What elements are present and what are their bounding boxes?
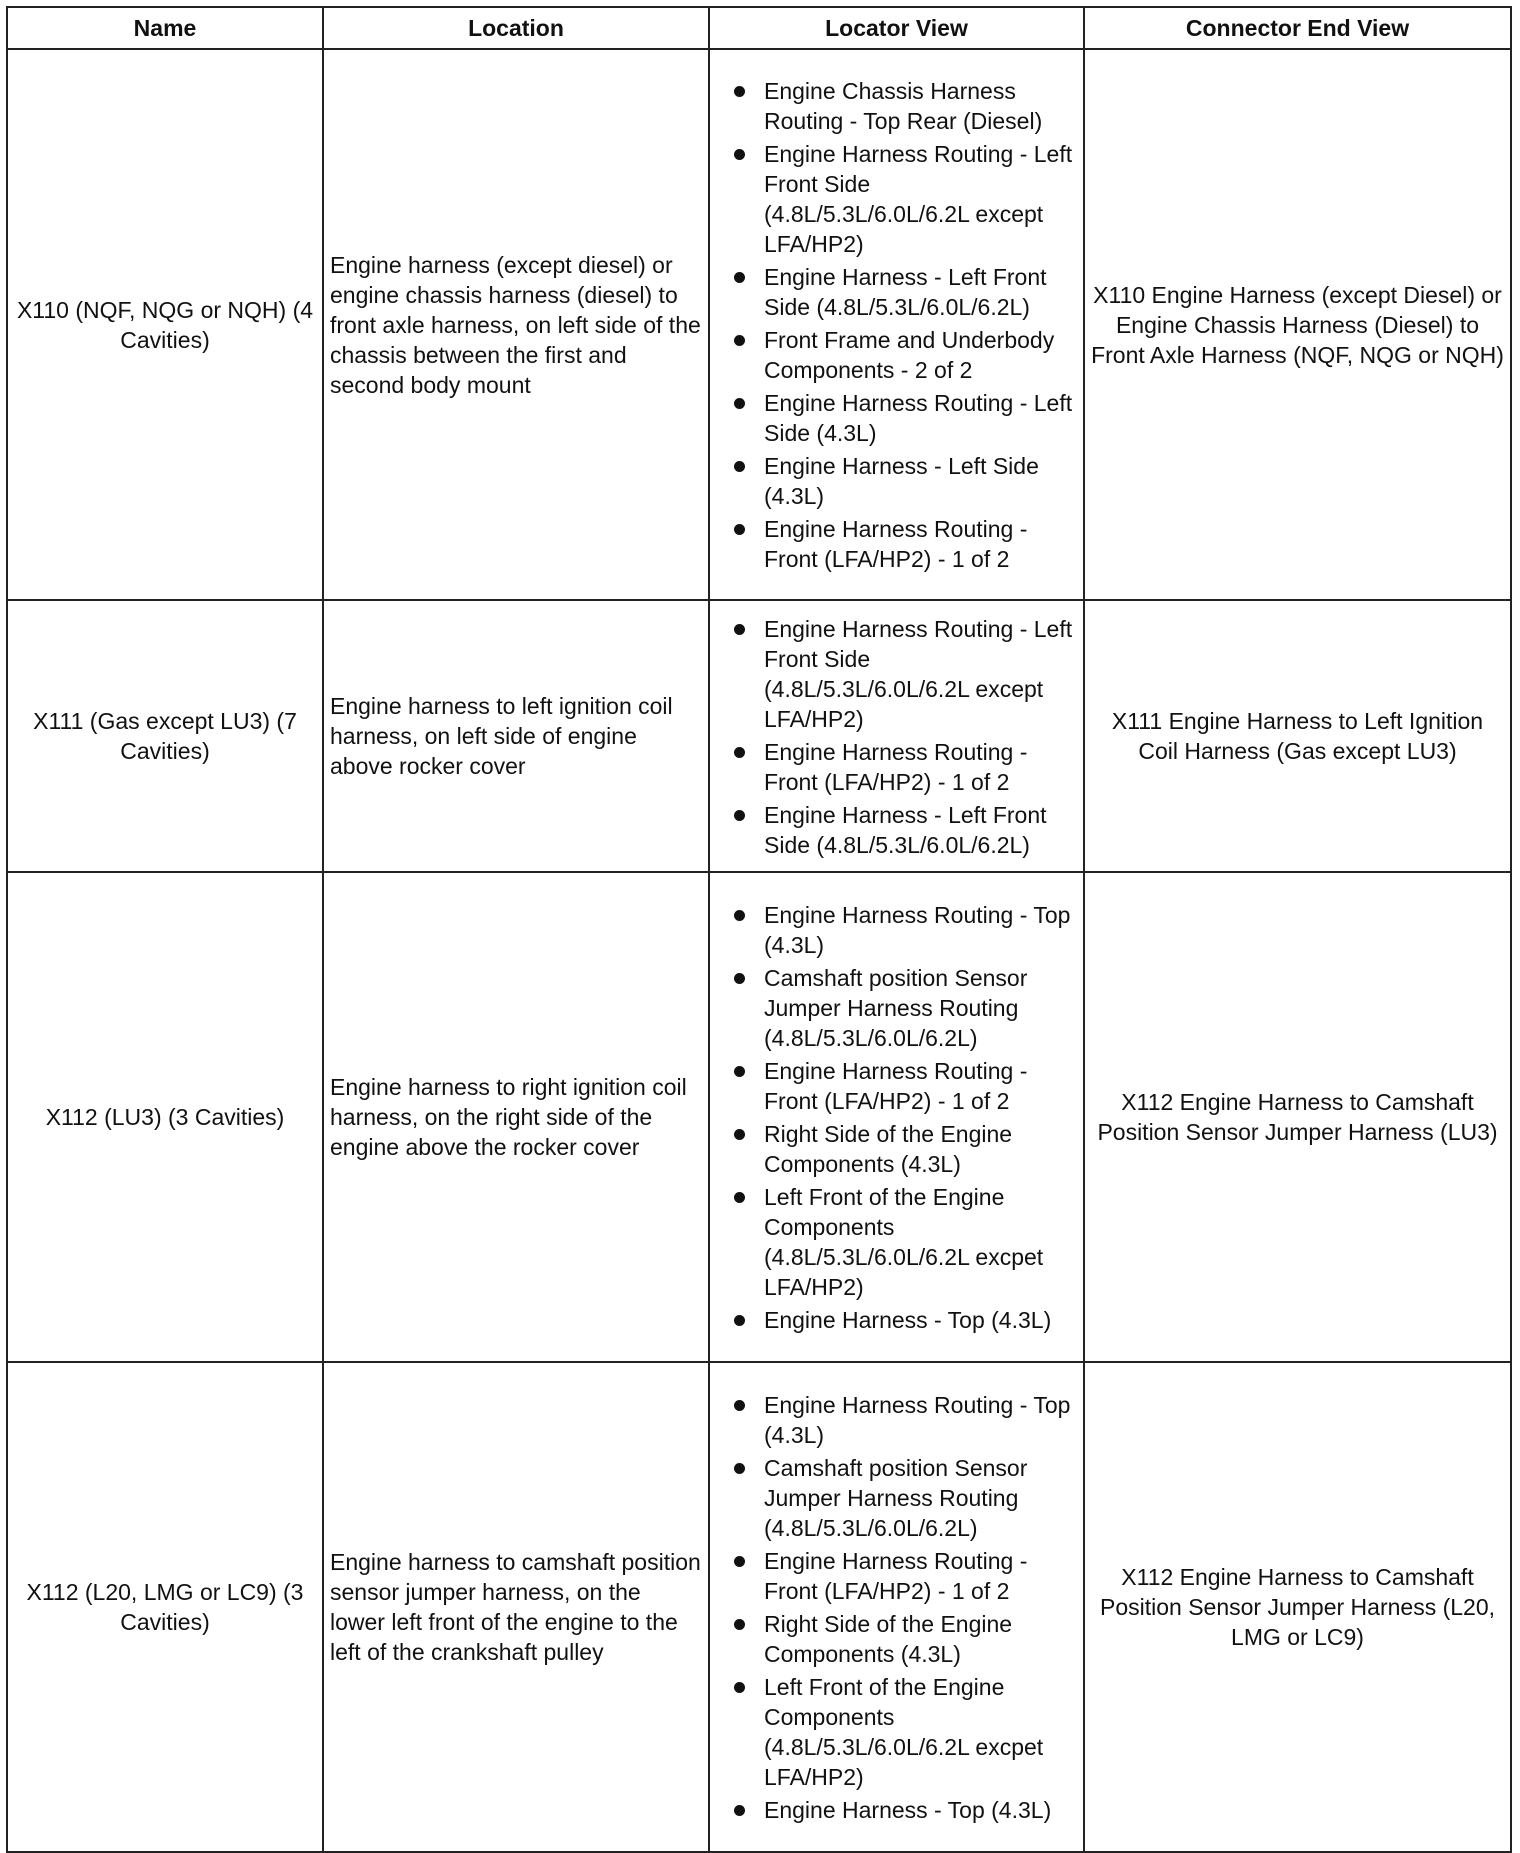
bullet-icon bbox=[734, 524, 745, 535]
locator-view-text: Engine Harness Routing - Left Front Side (4.8L/5.3L/6.0L/6.2L except LFA/HP2) bbox=[764, 615, 1073, 732]
bullet-icon bbox=[734, 86, 745, 97]
locator-view-item[interactable] bbox=[734, 325, 1075, 385]
locator-view-text: Front Frame and Underbody Components - 2 of 2 bbox=[764, 327, 1055, 383]
bullet-icon bbox=[734, 973, 745, 984]
locator-view-cell bbox=[709, 49, 1084, 600]
locator-view-list bbox=[734, 614, 1075, 860]
bullet-icon bbox=[734, 1315, 745, 1326]
header-location: Location bbox=[323, 7, 709, 49]
locator-view-text: Engine Harness - Left Side (4.3L) bbox=[764, 453, 1039, 509]
bullet-icon bbox=[734, 624, 745, 635]
locator-view-text: Camshaft position Sensor Jumper Harness Routing (4.8L/5.3L/6.0L/6.2L) bbox=[764, 965, 1028, 1051]
locator-view-item[interactable] bbox=[734, 963, 1075, 1053]
connector-end-view[interactable]: X111 Engine Harness to Left Ignition Coil Harness (Gas except LU3) bbox=[1084, 600, 1511, 872]
locator-view-item[interactable] bbox=[734, 1119, 1075, 1179]
bullet-icon bbox=[734, 1463, 745, 1474]
bullet-icon bbox=[734, 1556, 745, 1567]
header-connector-end-view: Connector End View bbox=[1084, 7, 1511, 49]
connector-table bbox=[6, 6, 1512, 1853]
locator-view-item[interactable] bbox=[734, 1305, 1075, 1335]
locator-view-item[interactable] bbox=[734, 139, 1075, 259]
bullet-icon bbox=[734, 335, 745, 346]
bullet-icon bbox=[734, 272, 745, 283]
table-row bbox=[7, 49, 1511, 600]
header-row bbox=[7, 7, 1511, 49]
connector-location: Engine harness to camshaft position sensor jumper harness, on the lower left front of the engine to the left of the crankshaft pulley bbox=[323, 1362, 709, 1852]
bullet-icon bbox=[734, 1805, 745, 1816]
locator-view-item[interactable] bbox=[734, 1056, 1075, 1116]
bullet-icon bbox=[734, 1619, 745, 1630]
locator-view-item[interactable] bbox=[734, 800, 1075, 860]
connector-name: X112 (L20, LMG or LC9) (3 Cavities) bbox=[7, 1362, 323, 1852]
locator-view-item[interactable] bbox=[734, 900, 1075, 960]
locator-view-item[interactable] bbox=[734, 1795, 1075, 1825]
locator-view-cell bbox=[709, 872, 1084, 1362]
locator-view-list bbox=[734, 76, 1075, 574]
locator-view-item[interactable] bbox=[734, 451, 1075, 511]
bullet-icon bbox=[734, 1682, 745, 1693]
locator-view-text: Left Front of the Engine Components (4.8L/5.3L/6.0L/6.2L excpet LFA/HP2) bbox=[764, 1184, 1044, 1300]
connector-location: Engine harness (except diesel) or engine chassis harness (diesel) to front axle harness, on left side of the chassis between the first and second body mount bbox=[323, 49, 709, 600]
locator-view-text: Engine Harness Routing - Front (LFA/HP2) - 1 of 2 bbox=[764, 1548, 1028, 1604]
locator-view-item[interactable] bbox=[734, 1672, 1075, 1792]
bullet-icon bbox=[734, 1400, 745, 1411]
locator-view-text: Engine Harness - Left Front Side (4.8L/5.3L/6.0L/6.2L) bbox=[764, 801, 1047, 858]
locator-view-text: Engine Harness Routing - Left Side (4.3L) bbox=[764, 390, 1073, 446]
locator-view-text: Engine Chassis Harness Routing - Top Rear (Diesel) bbox=[764, 78, 1043, 134]
bullet-icon bbox=[734, 461, 745, 472]
locator-view-list bbox=[734, 900, 1075, 1335]
locator-view-item[interactable] bbox=[734, 1182, 1075, 1302]
connector-end-view[interactable]: X112 Engine Harness to Camshaft Position Sensor Jumper Harness (L20, LMG or LC9) bbox=[1084, 1362, 1511, 1852]
locator-view-text: Engine Harness Routing - Top (4.3L) bbox=[764, 902, 1071, 958]
locator-view-text: Engine Harness Routing - Left Front Side (4.8L/5.3L/6.0L/6.2L except LFA/HP2) bbox=[764, 141, 1073, 257]
locator-view-item[interactable] bbox=[734, 388, 1075, 448]
table-row bbox=[7, 600, 1511, 872]
connector-name: X112 (LU3) (3 Cavities) bbox=[7, 872, 323, 1362]
table-row bbox=[7, 872, 1511, 1362]
locator-view-text: Left Front of the Engine Components (4.8L/5.3L/6.0L/6.2L excpet LFA/HP2) bbox=[764, 1674, 1044, 1790]
connector-name: X110 (NQF, NQG or NQH) (4 Cavities) bbox=[7, 49, 323, 600]
bullet-icon bbox=[734, 747, 745, 758]
locator-view-list bbox=[734, 1390, 1075, 1825]
bullet-icon bbox=[734, 1192, 745, 1203]
locator-view-text: Engine Harness - Top (4.3L) bbox=[764, 1307, 1052, 1333]
bullet-icon bbox=[734, 1066, 745, 1077]
connector-name: X111 (Gas except LU3) (7 Cavities) bbox=[7, 600, 323, 872]
locator-view-item[interactable] bbox=[734, 1390, 1075, 1450]
locator-view-text: Engine Harness Routing - Front (LFA/HP2) - 1 of 2 bbox=[764, 1058, 1028, 1114]
bullet-icon bbox=[734, 1129, 745, 1140]
locator-view-item[interactable] bbox=[734, 514, 1075, 574]
bullet-icon bbox=[734, 810, 745, 821]
locator-view-item[interactable] bbox=[734, 614, 1075, 734]
header-name: Name bbox=[7, 7, 323, 49]
connector-end-view[interactable]: X110 Engine Harness (except Diesel) or Engine Chassis Harness (Diesel) to Front Axle Harness (NQF, NQG or NQH) bbox=[1084, 49, 1511, 600]
locator-view-text: Engine Harness - Top (4.3L) bbox=[764, 1797, 1052, 1823]
locator-view-item[interactable] bbox=[734, 262, 1075, 322]
bullet-icon bbox=[734, 398, 745, 409]
locator-view-cell bbox=[709, 1362, 1084, 1852]
header-locator-view: Locator View bbox=[709, 7, 1084, 49]
locator-view-item[interactable] bbox=[734, 1546, 1075, 1606]
connector-location: Engine harness to right ignition coil harness, on the right side of the engine above the rocker cover bbox=[323, 872, 709, 1362]
locator-view-item[interactable] bbox=[734, 76, 1075, 136]
bullet-icon bbox=[734, 149, 745, 160]
connector-location: Engine harness to left ignition coil harness, on left side of engine above rocker cover bbox=[323, 600, 709, 872]
locator-view-item[interactable] bbox=[734, 1453, 1075, 1543]
connector-end-view[interactable]: X112 Engine Harness to Camshaft Position Sensor Jumper Harness (LU3) bbox=[1084, 872, 1511, 1362]
locator-view-item[interactable] bbox=[734, 737, 1075, 797]
locator-view-text: Engine Harness Routing - Front (LFA/HP2) - 1 of 2 bbox=[764, 738, 1028, 795]
table-row bbox=[7, 1362, 1511, 1852]
locator-view-text: Camshaft position Sensor Jumper Harness Routing (4.8L/5.3L/6.0L/6.2L) bbox=[764, 1455, 1028, 1541]
locator-view-text: Engine Harness Routing - Top (4.3L) bbox=[764, 1392, 1071, 1448]
locator-view-text: Right Side of the Engine Components (4.3L) bbox=[764, 1611, 1013, 1667]
locator-view-text: Engine Harness - Left Front Side (4.8L/5.3L/6.0L/6.2L) bbox=[764, 264, 1047, 320]
locator-view-text: Right Side of the Engine Components (4.3L) bbox=[764, 1121, 1013, 1177]
locator-view-item[interactable] bbox=[734, 1609, 1075, 1669]
locator-view-text: Engine Harness Routing - Front (LFA/HP2) - 1 of 2 bbox=[764, 516, 1028, 572]
locator-view-cell bbox=[709, 600, 1084, 872]
bullet-icon bbox=[734, 910, 745, 921]
